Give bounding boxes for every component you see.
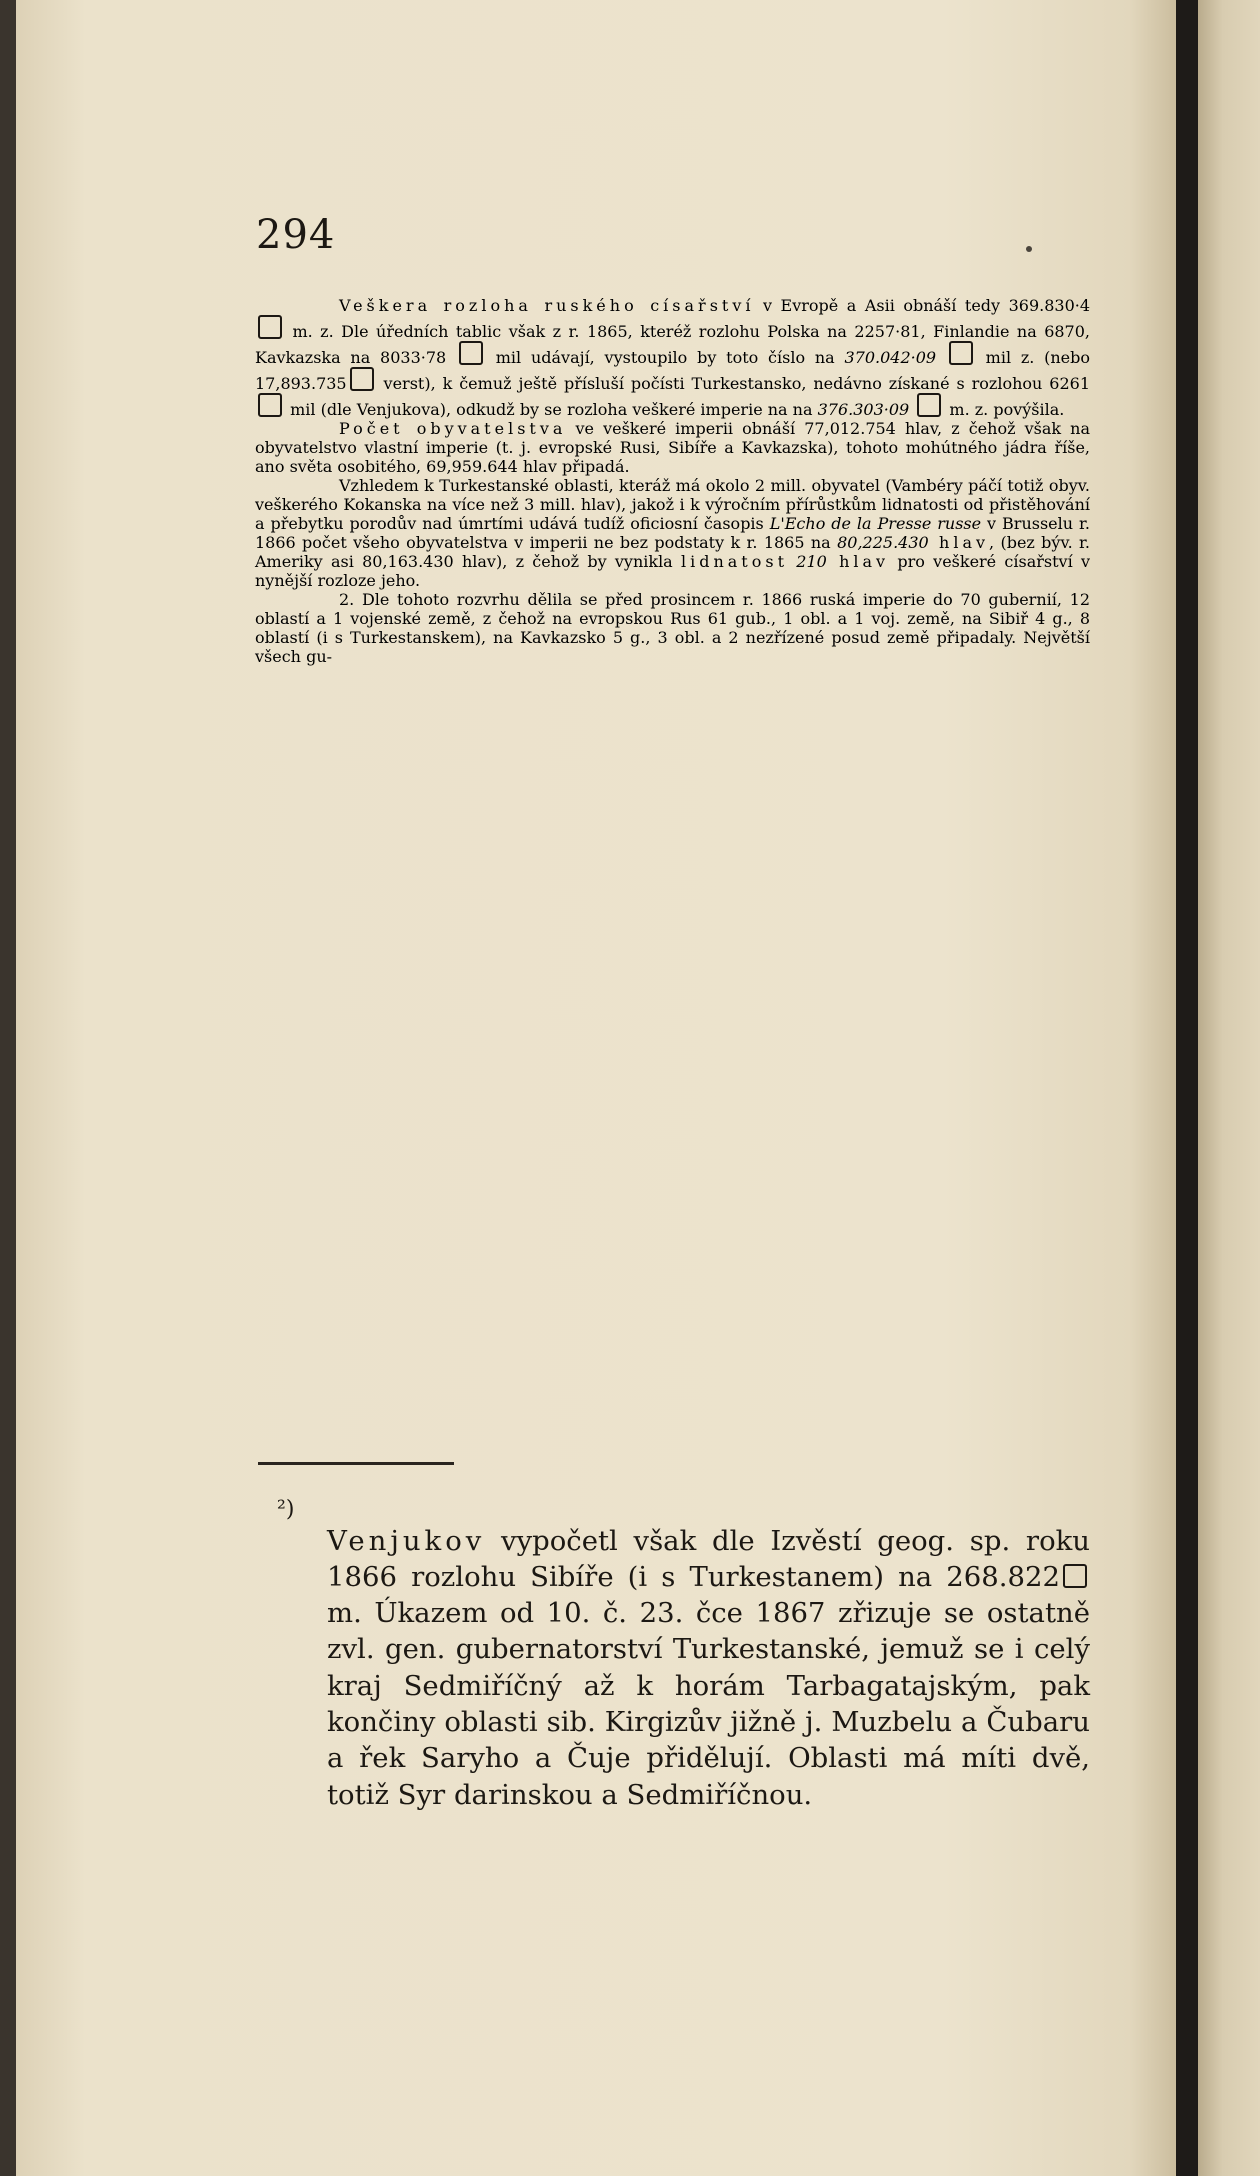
spaced-lead: Venjukov — [327, 1524, 486, 1557]
italic-number: 376.303·09 — [817, 400, 910, 419]
print-speck — [1026, 246, 1032, 252]
square-symbol — [917, 393, 941, 417]
text-run: m. Úkazem od 10. č. 23. čce 1867 zřizuje se ostatně zvl. gen. gubernatorství Turkestanské, jemuž se i celý kraj Sedmiříčný až k horám Tarbagatajským, pak končiny oblasti sib. Kirgizův jižně j. Muzbelu a Čubaru a řek Saryho a Čuje přidělují. Oblasti má míti dvě, totiž Syr darinskou a Sedmiříčnou. — [327, 1597, 1090, 1811]
spaced-word: hlav — [928, 533, 990, 552]
text-run: m. z. povýšila. — [944, 400, 1065, 419]
text-run: 2. Dle tohoto rozvrhu dělila se před prosincem r. 1866 ruská imperie do 70 gubernií, 12 oblastí a 1 vojenské země, z čehož na evropskou Rus 61 gub., 1 obl. a 1 voj. země, na Sibiř 4 g., 8 oblastí (i s Turkestanskem), na Kavkazsko 5 g., 3 obl. a 2 nezřízené posud země připadaly. Největší všech gu- — [255, 590, 1090, 666]
text-run: pro veškeré císařství v nynější rozloze jeho. — [255, 552, 1090, 590]
text-run: mil udávají, vystoupilo by toto číslo na — [485, 348, 845, 367]
text-run: v Brusselu r. 1866 počet všeho obyvatelstva v imperii ne bez podstaty k r. 1865 na — [255, 514, 1091, 552]
footnote-body — [327, 1523, 1090, 1813]
text-run: verst), k čemuž ještě přísluší počísti Turkestansko, nedávno získané s rozlohou 6261 — [376, 374, 1090, 393]
italic-number: 80,225.430 — [837, 533, 929, 552]
text-run: Vzhledem k Turkestanské oblasti, kteráž má okolo 2 mill. obyvatel (Vambéry páčí totiž obyv. veškerého Kokanska na více než 3 mill. hlav), jakož i k výročním přírůstkům lidnatosti od přistěhování a přebytku porodův nad úmrtími udává tudíž oficiosní časopis — [255, 476, 1090, 533]
square-symbol — [459, 341, 483, 365]
square-symbol — [258, 315, 282, 339]
main-text — [255, 296, 1090, 666]
spaced-word: lidnatost — [680, 552, 789, 571]
text-run: v Evropě a Asii obnáší tedy 369.830·4 — [754, 296, 1091, 315]
square-symbol — [949, 341, 973, 365]
italic-number: 370.042·09 — [844, 348, 937, 367]
paragraph-turkestan — [255, 476, 1090, 590]
spaced-lead: Počet obyvatelstva — [339, 419, 567, 438]
text-run: mil (dle Venjukova), odkudž by se rozloha veškeré imperie na na — [285, 400, 818, 419]
adjacent-page-edge — [1198, 0, 1260, 2176]
paragraph-area — [255, 296, 1090, 419]
text-run: ve veškeré imperii obnáší 77,012.754 hlav, z čehož však na obyvatelstvo vlastní imperie (t. j. evropské Rusi, Sibíře a Kavkazska), tohoto mohútného jádra říše, ano světa osobitého, 69,959.644 hlav připadá. — [255, 419, 1090, 476]
square-symbol — [350, 367, 374, 391]
footnote — [255, 1495, 1090, 1840]
text-run: m. z. Dle úředních tablic však z r. 1865, kteréž rozlohu Polska na 2257·81, Finlandie na 6870, Kavkazska na 8033·78 — [255, 322, 1090, 367]
footnote-rule — [258, 1462, 454, 1465]
text-run: mil z. (nebo 17,893.735 — [255, 348, 1091, 393]
square-symbol — [1063, 1564, 1087, 1588]
text-run: vypočetl však dle Izvěstí geog. sp. roku 1866 rozlohu Sibíře (i s Turkestanem) na 268.822 — [327, 1524, 1090, 1593]
italic-title: L'Echo de la Presse russe — [769, 514, 982, 533]
page-number: 294 — [256, 212, 336, 258]
paragraph-population — [255, 419, 1090, 476]
paragraph-governments — [255, 590, 1090, 666]
spaced-word: hlav — [826, 552, 890, 571]
spaced-lead: Veškera rozloha ruského císařství — [339, 296, 755, 315]
square-symbol — [258, 393, 282, 417]
text-run: , (bez býv. r. Ameriky asi 80,163.430 hlav), z čehož by vynikla — [255, 533, 1090, 571]
page-gutter — [1176, 0, 1198, 2176]
footnote-mark: ²) — [277, 1497, 295, 1522]
italic-number: 210 — [788, 552, 827, 571]
